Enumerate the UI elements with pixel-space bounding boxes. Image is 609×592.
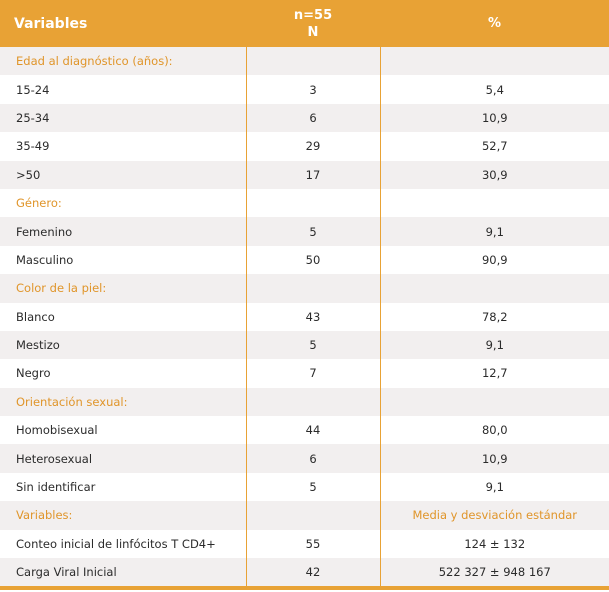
table-row [0, 75, 609, 103]
row-percent-value: 90,9 [380, 246, 609, 274]
row-label: Sin identificar [0, 473, 246, 501]
row-label: Color de la piel: [0, 274, 246, 302]
row-n-value: 29 [246, 132, 380, 160]
row-label: Masculino [0, 246, 246, 274]
section-row [0, 501, 609, 529]
section-row [0, 189, 609, 217]
table-row [0, 132, 609, 160]
table-row [0, 161, 609, 189]
row-label: Conteo inicial de linfócitos T CD4+ [0, 530, 246, 558]
row-n-value: 6 [246, 104, 380, 132]
row-label: Femenino [0, 217, 246, 245]
row-percent-value: 80,0 [380, 416, 609, 444]
row-label: 35-49 [0, 132, 246, 160]
row-label: Variables: [0, 501, 246, 529]
row-label: Edad al diagnóstico (años): [0, 47, 246, 75]
row-percent-value: 52,7 [380, 132, 609, 160]
table-row [0, 104, 609, 132]
row-n-value [246, 189, 380, 217]
table-row [0, 246, 609, 274]
row-label: Orientación sexual: [0, 388, 246, 416]
row-label: Homobisexual [0, 416, 246, 444]
row-label: Heterosexual [0, 444, 246, 472]
row-label: Negro [0, 359, 246, 387]
row-n-value [246, 501, 380, 529]
row-label: >50 [0, 161, 246, 189]
header-percent: % [487, 16, 502, 31]
row-label: 25-34 [0, 104, 246, 132]
table-row [0, 303, 609, 331]
row-percent-value: 30,9 [380, 161, 609, 189]
header-n-label: N [307, 24, 319, 40]
row-percent-value: 10,9 [380, 104, 609, 132]
row-percent-value: 9,1 [380, 473, 609, 501]
table-row [0, 558, 609, 588]
row-n-value: 3 [246, 75, 380, 103]
section-row [0, 47, 609, 75]
header-row [0, 0, 609, 47]
row-label: Género: [0, 189, 246, 217]
table-row [0, 473, 609, 501]
row-percent-value: 5,4 [380, 75, 609, 103]
row-n-value: 5 [246, 473, 380, 501]
row-label: Mestizo [0, 331, 246, 359]
header-n-total: n=55 [293, 7, 333, 23]
row-percent-value: 10,9 [380, 444, 609, 472]
row-n-value [246, 388, 380, 416]
row-percent-value: 9,1 [380, 217, 609, 245]
row-n-value [246, 274, 380, 302]
row-n-value [246, 47, 380, 75]
row-percent-value: 12,7 [380, 359, 609, 387]
table-row [0, 530, 609, 558]
row-n-value: 50 [246, 246, 380, 274]
header-n [246, 0, 380, 47]
row-percent-value [380, 274, 609, 302]
table-row [0, 217, 609, 245]
table-row [0, 416, 609, 444]
row-percent-value: Media y desviación estándar [380, 501, 609, 529]
table-row [0, 331, 609, 359]
row-n-value: 43 [246, 303, 380, 331]
row-label: Carga Viral Inicial [0, 558, 246, 588]
row-percent-value [380, 47, 609, 75]
row-n-value: 6 [246, 444, 380, 472]
header-variables: Variables [14, 15, 88, 32]
row-n-value: 17 [246, 161, 380, 189]
row-percent-value [380, 189, 609, 217]
row-n-value: 44 [246, 416, 380, 444]
row-n-value: 5 [246, 331, 380, 359]
table-body [0, 47, 609, 588]
row-percent-value: 78,2 [380, 303, 609, 331]
table-row [0, 359, 609, 387]
row-label: Blanco [0, 303, 246, 331]
row-percent-value [380, 388, 609, 416]
table-row [0, 444, 609, 472]
row-n-value: 42 [246, 558, 380, 588]
row-percent-value: 522 327 ± 948 167 [380, 558, 609, 588]
row-percent-value: 124 ± 132 [380, 530, 609, 558]
row-label: 15-24 [0, 75, 246, 103]
section-row [0, 274, 609, 302]
row-n-value: 7 [246, 359, 380, 387]
row-n-value: 5 [246, 217, 380, 245]
row-n-value: 55 [246, 530, 380, 558]
section-row [0, 388, 609, 416]
table-header [0, 0, 609, 47]
row-percent-value: 9,1 [380, 331, 609, 359]
